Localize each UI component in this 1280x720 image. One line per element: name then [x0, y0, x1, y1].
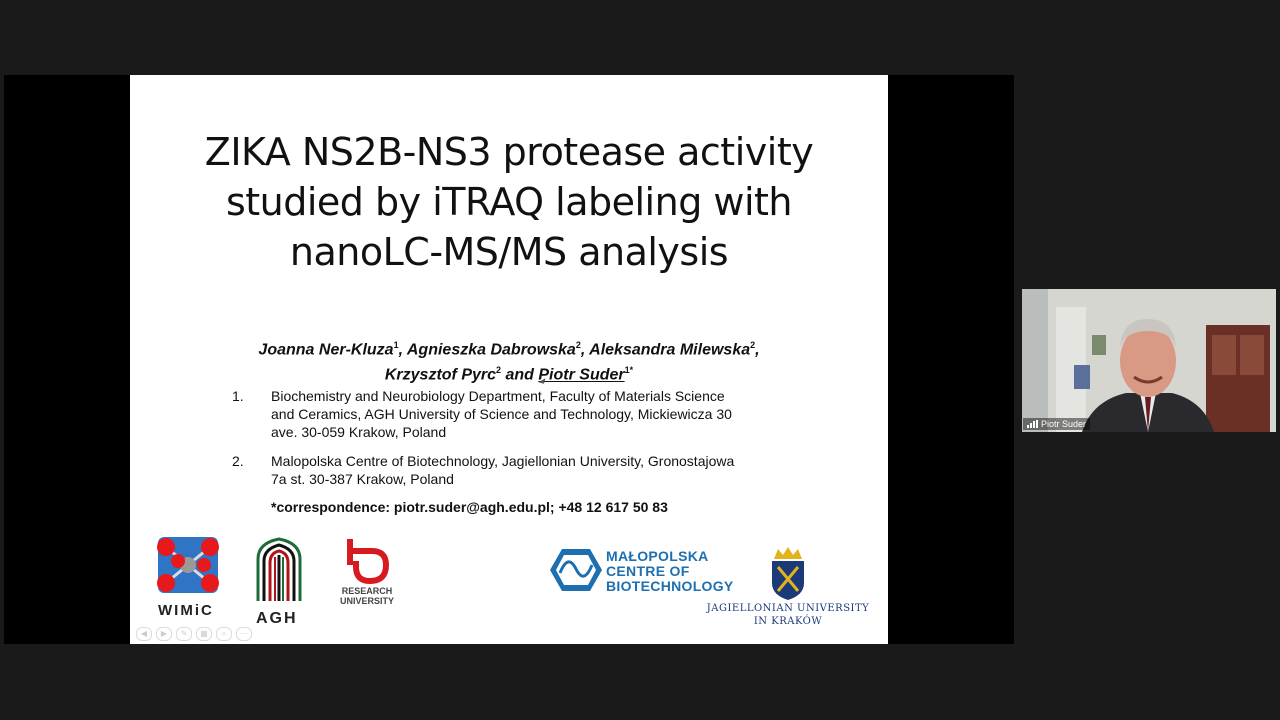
mcb-label-line: CENTRE OF — [606, 563, 690, 579]
author-name: , Aleksandra Milewska — [580, 341, 751, 359]
presenting-author-name: Piotr Suder — [538, 366, 625, 384]
separator: , — [755, 341, 760, 359]
affiliation-line: ave. 30-059 Krakow, Poland — [271, 424, 447, 440]
mcb-label-line: MAŁOPOLSKA — [606, 548, 709, 564]
affiliation-mark: 1* — [624, 365, 634, 376]
signal-strength-icon — [1027, 420, 1038, 428]
research-university-label — [335, 586, 399, 606]
jagiellonian-label-line: IN KRAKÓW — [753, 616, 823, 627]
presentation-slide — [130, 75, 888, 644]
author-name: Krzysztof Pyrc — [384, 366, 497, 384]
pen-icon[interactable]: ✎ — [176, 627, 192, 641]
affiliation-text — [271, 452, 791, 488]
affiliation-mark: 2 — [750, 340, 756, 350]
affiliation-number: 1. — [232, 388, 244, 404]
slide-title-line: ZIKA NS2B-NS3 protease activity — [204, 130, 814, 174]
jagiellonian-label-line: JAGIELLONIAN UNIVERSITY — [706, 603, 870, 614]
agh-label: AGH — [256, 610, 298, 627]
author-name: Joanna Ner-Kluza — [258, 341, 394, 359]
slide-controls — [136, 627, 252, 641]
wimic-label: WIMiC — [158, 602, 214, 619]
zoom-icon[interactable]: ⌕ — [216, 627, 232, 641]
research-university-line: RESEARCH — [341, 586, 393, 596]
research-university-logo-icon — [342, 537, 392, 585]
slides-grid-icon[interactable]: ▦ — [196, 627, 212, 641]
slide-title — [130, 127, 888, 277]
participant-name: Piotr Suder — [1041, 419, 1087, 429]
participant-name-tag — [1023, 418, 1090, 430]
slide-title-line: nanoLC-MS/MS analysis — [289, 230, 729, 274]
affiliation-mark: 2 — [496, 365, 502, 376]
participant-video-frame-icon — [1022, 289, 1276, 432]
affiliation-line: and Ceramics, AGH University of Science and Technology, Mickiewicza 30 — [271, 406, 732, 422]
affiliation-item — [232, 387, 792, 443]
previous-slide-icon[interactable]: ◀ — [136, 627, 152, 641]
mcb-label-line: BIOTECHNOLOGY — [606, 578, 734, 594]
author-line — [130, 360, 888, 385]
participant-video[interactable] — [1022, 289, 1276, 432]
mcb-label — [606, 549, 734, 594]
author-list — [130, 335, 888, 386]
affiliation-mark: 1 — [393, 340, 399, 350]
affiliation-line: Biochemistry and Neurobiology Department, Faculty of Materials Science — [271, 388, 725, 404]
affiliation-text — [271, 387, 791, 441]
agh-logo-icon — [254, 537, 304, 603]
affiliation-mark: 2 — [575, 340, 581, 350]
jagiellonian-crest-icon — [768, 545, 808, 601]
jagiellonian-label — [700, 602, 876, 628]
affiliation-item — [232, 452, 792, 490]
affiliation-line: Malopolska Centre of Biotechnology, Jagiellonian University, Gronostajowa — [271, 453, 735, 469]
affiliation-line: 7a st. 30-387 Krakow, Poland — [271, 471, 454, 487]
slide-title-line: studied by iTRAQ labeling with — [225, 180, 793, 224]
affiliation-number: 2. — [232, 453, 244, 469]
wimic-logo-icon — [152, 535, 224, 599]
more-options-icon[interactable]: ⋯ — [236, 627, 252, 641]
author-line — [130, 335, 888, 360]
author-name: , Agnieszka Dabrowska — [398, 341, 576, 359]
next-slide-icon[interactable]: ▶ — [156, 627, 172, 641]
mcb-logo-icon — [550, 547, 602, 593]
research-university-line: UNIVERSITY — [339, 596, 394, 606]
conjunction: and — [501, 366, 539, 384]
correspondence-line: *correspondence: piotr.suder@agh.edu.pl; +48 12 617 50 83 — [271, 499, 668, 515]
